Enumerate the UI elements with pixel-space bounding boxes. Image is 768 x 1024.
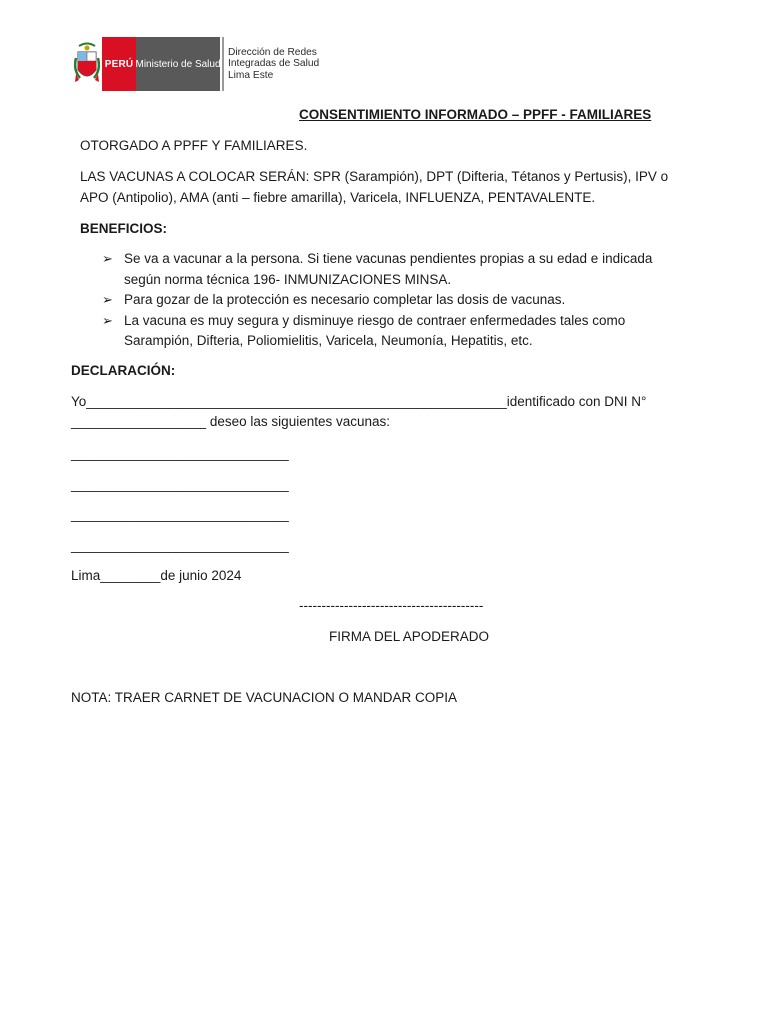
arrow-bullet-icon: ➢	[102, 312, 113, 328]
ministry-label: Ministerio de Salud	[136, 37, 220, 91]
coat-of-arms-icon	[72, 37, 102, 91]
list-item-line: La vacuna es muy segura y disminuye riesgo de contraer enfermedades tales como	[124, 312, 626, 328]
vaccine-blank-line[interactable]: _____________________________	[71, 538, 289, 553]
directorate-line: Integradas de Salud	[228, 58, 320, 70]
declaration-dni-line[interactable]: __________________ deseo las siguientes vacunas:	[71, 414, 391, 429]
arrow-bullet-icon: ➢	[102, 251, 113, 266]
list-item	[102, 249, 662, 290]
date-line[interactable]: Lima________de junio 2024	[71, 568, 242, 583]
directorate-line: Lima Este	[228, 69, 274, 81]
benefits-heading: BENEFICIOS:	[80, 221, 168, 236]
vaccines-line: APO (Antipolio), AMA (anti – fiebre amarilla), Varicela, INFLUENZA, PENTAVALENTE.	[80, 189, 596, 205]
declaration-heading: DECLARACIÓN:	[71, 363, 176, 378]
vaccines-line: LAS VACUNAS A COLOCAR SERÁN: SPR (Sarampión), DPT (Difteria, Tétanos y Pertusis), IPV o	[80, 169, 669, 184]
signature-label: FIRMA DEL APODERADO	[329, 629, 490, 644]
document-title: CONSENTIMIENTO INFORMADO – PPFF - FAMILIARES	[299, 107, 652, 122]
list-item-line: Para gozar de la protección es necesario completar las dosis de vacunas.	[124, 292, 566, 307]
list-item-line: Sarampión, Difteria, Poliomielitis, Varicela, Neumonía, Hepatitis, etc.	[124, 333, 533, 348]
benefits-list	[102, 249, 662, 352]
granted-to-text: OTORGADO A PPFF Y FAMILIARES.	[80, 138, 308, 153]
vaccine-blank-line[interactable]: _____________________________	[71, 477, 289, 492]
vaccines-paragraph	[80, 167, 680, 208]
directorate-label	[222, 37, 319, 91]
list-item	[102, 290, 662, 311]
list-item-line: según norma técnica 196- INMUNIZACIONES MINSA.	[124, 271, 452, 287]
list-item-line: Se va a vacunar a la persona. Si tiene vacunas pendientes propias a su edad e indicada	[124, 251, 653, 266]
declaration-name-line[interactable]: Yo________________________________________________________identificado con DNI N°	[71, 394, 647, 409]
note-text: NOTA: TRAER CARNET DE VACUNACION O MANDAR COPIA	[71, 690, 458, 705]
arrow-bullet-icon: ➢	[102, 292, 113, 307]
signature-line[interactable]: -----------------------------------------	[299, 598, 484, 613]
minsa-logo	[72, 37, 319, 91]
list-item	[102, 311, 662, 352]
directorate-line: Dirección de Redes	[228, 46, 317, 58]
vaccine-blank-line[interactable]: _____________________________	[71, 507, 289, 522]
peru-label: PERÚ	[102, 37, 136, 91]
vaccine-blank-line[interactable]: _____________________________	[71, 446, 289, 461]
